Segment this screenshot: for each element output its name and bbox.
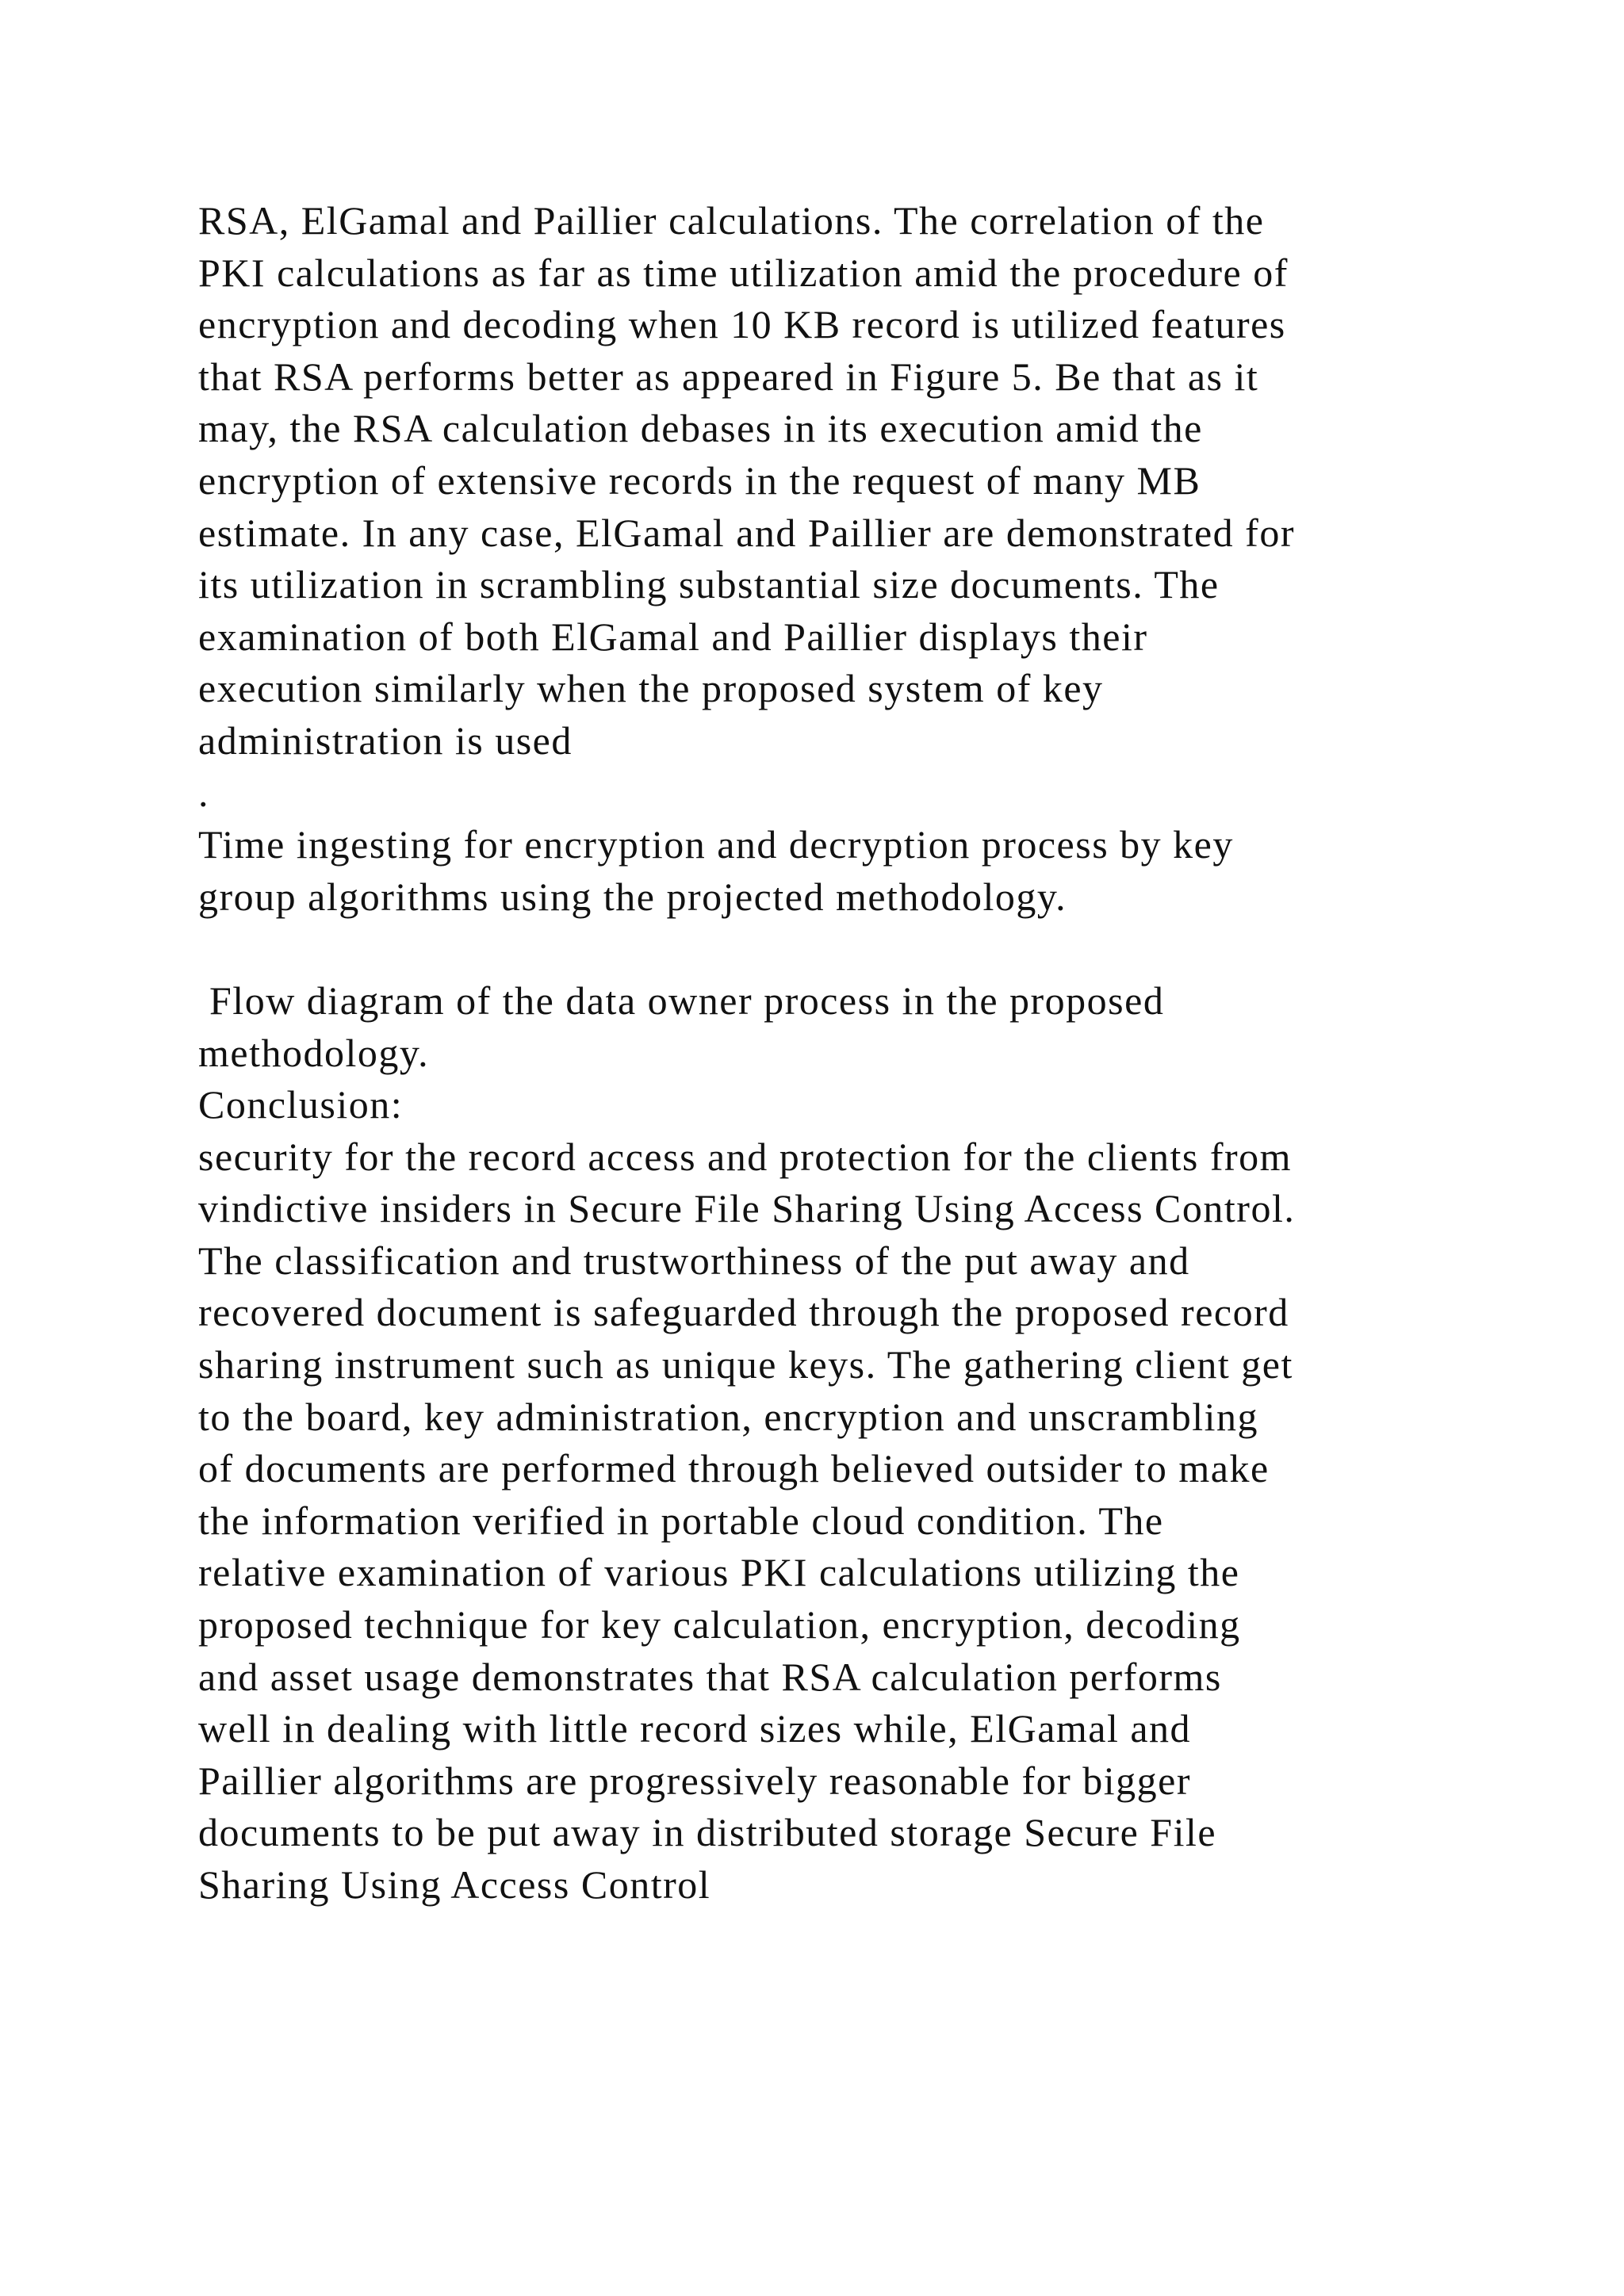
body-line: encryption of extensive records in the request of many MB xyxy=(198,457,1201,503)
body-line: . xyxy=(198,770,209,815)
body-line: encryption and decoding when 10 KB record is utilized features xyxy=(198,302,1286,347)
body-line: The classification and trustworthiness of the put away and xyxy=(198,1238,1190,1283)
body-line: to the board, key administration, encryption and unscrambling xyxy=(198,1394,1259,1439)
body-line: well in dealing with little record sizes while, ElGamal and xyxy=(198,1706,1192,1751)
body-line: proposed technique for key calculation, encryption, decoding xyxy=(198,1602,1241,1647)
body-line: RSA, ElGamal and Paillier calculations. The correlation of the xyxy=(198,198,1265,243)
body-line: and asset usage demonstrates that RSA calculation performs xyxy=(198,1654,1222,1699)
body-line: estimate. In any case, ElGamal and Paillier are demonstrated for xyxy=(198,510,1295,555)
body-line: execution similarly when the proposed system of key xyxy=(198,666,1104,711)
body-line: recovered document is safeguarded through the proposed record xyxy=(198,1290,1289,1335)
body-line: examination of both ElGamal and Paillier displays their xyxy=(198,614,1148,659)
body-line: sharing instrument such as unique keys. The gathering client get xyxy=(198,1342,1293,1387)
section-heading: Conclusion: xyxy=(198,1082,404,1127)
body-line: that RSA performs better as appeared in Figure 5. Be that as it xyxy=(198,354,1259,399)
body-line: security for the record access and protection for the clients from xyxy=(198,1134,1293,1179)
body-line: Sharing Using Access Control xyxy=(198,1862,711,1907)
body-line: administration is used xyxy=(198,718,573,763)
body-line: PKI calculations as far as time utilization amid the procedure of xyxy=(198,250,1289,295)
body-line: of documents are performed through believed outsider to make xyxy=(198,1446,1270,1491)
body-line: relative examination of various PKI calculations utilizing the xyxy=(198,1550,1240,1595)
figure-caption-line: Flow diagram of the data owner process in the proposed xyxy=(198,978,1165,1023)
document-body xyxy=(198,195,1507,1911)
body-line: its utilization in scrambling substantial size documents. The xyxy=(198,562,1220,607)
body-line: documents to be put away in distributed storage Secure File xyxy=(198,1810,1217,1855)
body-line: Paillier algorithms are progressively reasonable for bigger xyxy=(198,1758,1192,1803)
body-line: the information verified in portable cloud condition. The xyxy=(198,1498,1164,1543)
figure-caption-line: Time ingesting for encryption and decryption process by key xyxy=(198,822,1234,867)
blank-line xyxy=(198,923,1507,975)
figure-caption-line: methodology. xyxy=(198,1030,430,1075)
body-line: may, the RSA calculation debases in its execution amid the xyxy=(198,406,1203,451)
figure-caption-line: group algorithms using the projected methodology. xyxy=(198,874,1067,919)
body-line: vindictive insiders in Secure File Sharing Using Access Control. xyxy=(198,1186,1296,1231)
